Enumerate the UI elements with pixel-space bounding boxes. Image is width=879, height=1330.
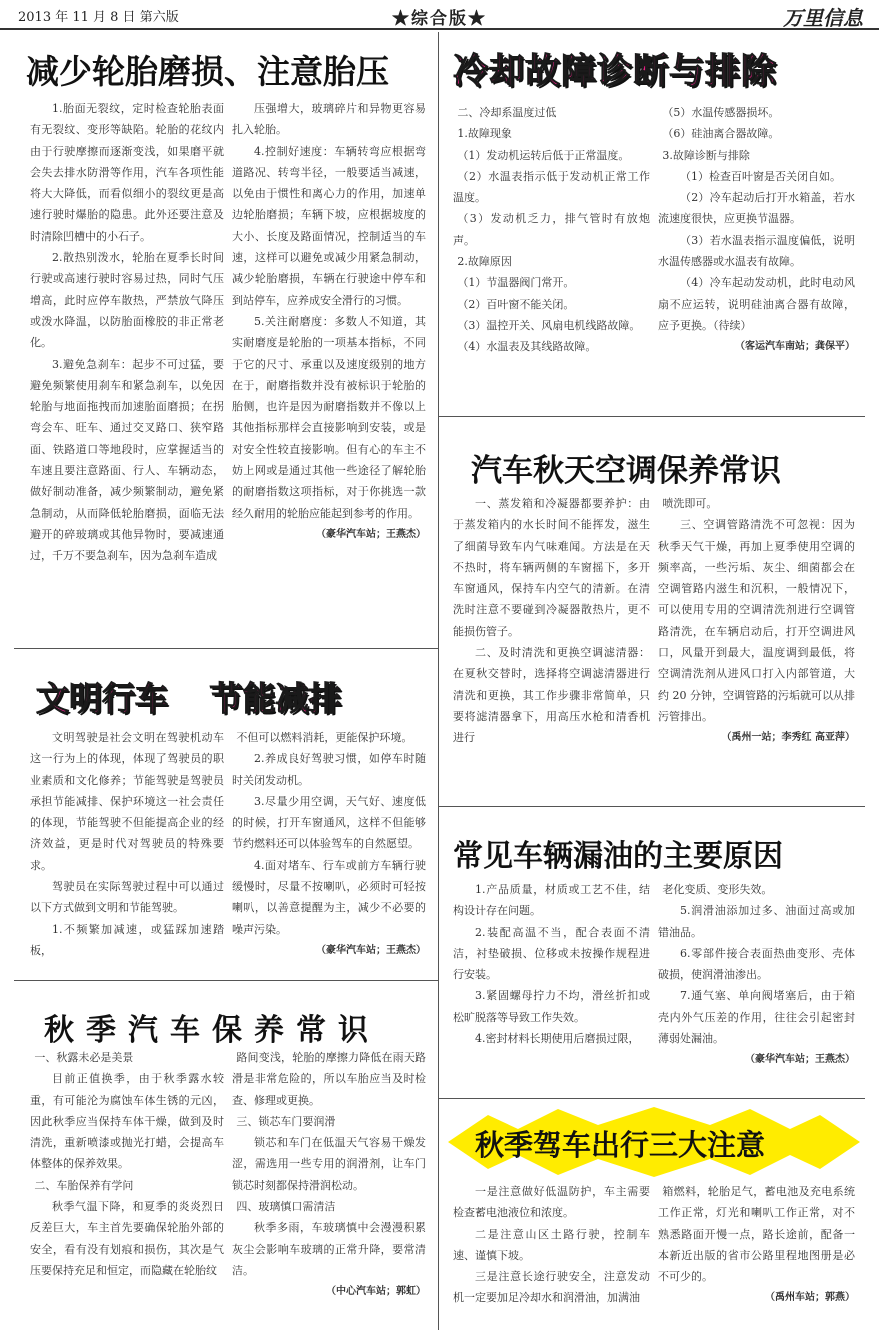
article-title: 常见车辆漏油的主要原因	[453, 839, 783, 874]
paragraph: 3.尽量少用空调，天气好、速度低的时候，打开车窗通风，这样不但能够节约燃料还可以体验驾车的自然愿望。	[232, 794, 426, 851]
paragraph: 4.控制好速度：车辆转弯应根据弯道路况、转弯半径，一般要适当减速，以免由于惯性和离心力的作用，加速单边轮胎磨损；车辆下坡，应根据坡度的大小、长度及路面情况，控制适当的车速，这样可以避免或减少用紧急制动，减少轮胎磨损，车辆在行驶途中停车和到站停车，应养成安全滑行的习惯。	[232, 144, 426, 307]
article-column	[232, 98, 426, 646]
article-title: 冷却故障诊断与排除	[453, 52, 778, 92]
paragraph: （6）硅油离合器故障。	[662, 127, 780, 141]
article-column	[30, 98, 224, 646]
paragraph: 驾驶员在实际驾驶过程中可以通过以下方式做到文明和节能驾驶。	[30, 880, 224, 915]
paragraph: 压强增大，玻璃碎片和异物更容易扎入轮胎。	[232, 102, 426, 137]
byline: （客运汽车南站；龚保平）	[735, 341, 855, 353]
paragraph: 1.胎面无裂纹，定时检查轮胎表面有无裂纹、变形等缺陷。轮胎的花纹内由于行驶摩擦而逐渐变浅，如果磨平就会失去排水防滑等作用，汽车各项性能将大大降低，而看似细小的裂纹更是高速行驶时爆胎的隐患。此外还要注意及时清除凹槽中的小石子。	[30, 102, 224, 243]
paragraph: 二、及时清洗和更换空调滤清器：在夏秋交替时，选择将空调滤清器进行清洗和更换，其工作步骤非常简单，只要将滤清器拿下，用高压水枪和清香机进行	[453, 646, 650, 745]
paragraph: 三是注意长途行驶安全，注意发动机一定要加足冷却水和润滑油，加满油	[453, 1270, 650, 1305]
paragraph: （2）水温表指示低于发动机正常工作温度。	[453, 169, 650, 205]
paragraph: 老化变质、变形失效。	[662, 883, 773, 896]
paragraph: （2）冷车起动后打开水箱盖，若水流速度很快，应更换节温器。	[658, 191, 855, 226]
paragraph: 二是注意山区土路行驶，控制车速、谨慎下坡。	[453, 1227, 650, 1262]
article-column	[453, 102, 650, 414]
article-column	[453, 493, 650, 805]
article-title: 汽车秋天空调保养常识	[471, 453, 781, 489]
paragraph: （5）水温传感器损坏。	[662, 106, 780, 119]
paragraph: 路间变浅，轮胎的摩擦力降低在雨天路滑是非常危险的，所以车胎应当及时检查、修理或更换。	[232, 1051, 426, 1107]
paragraph: （3）温控开关、风扇电机线路故障。	[457, 318, 641, 332]
byline: （禹州车站；郭燕）	[765, 1292, 855, 1304]
article-column	[232, 1047, 426, 1329]
paragraph: 不但可以燃料消耗，更能保护环境。	[236, 731, 413, 744]
byline: （豪华汽车站；王燕杰）	[316, 944, 426, 956]
paragraph: 2.故障原因	[457, 255, 512, 269]
article-ac-maintenance	[439, 417, 865, 806]
paragraph: 喷洗即可。	[662, 497, 718, 510]
paragraph: 1.故障现象	[457, 127, 512, 141]
paragraph: 锁芯和车门在低温天气容易干燥发涩，需选用一些专用的润滑剂，让车门锁芯时刻都保持滑润松动。	[232, 1136, 426, 1192]
paragraph: 秋季气温下降，和夏季的炎炎烈日反差巨大，车主首先要确保轮胎外部的安全，看有没有划痕和损伤，其次是气压要保持充足和恒定，而隐藏在轮胎纹	[30, 1200, 224, 1277]
article-autumn-travel	[439, 1099, 865, 1330]
paragraph: 2.养成良好驾驶习惯，如停车时随时关闭发动机。	[232, 752, 426, 787]
paragraph: 三、锁芯车门要润滑	[236, 1114, 336, 1128]
article-column	[658, 102, 855, 414]
byline: （禹州一站；李秀红 高亚萍）	[721, 732, 855, 744]
paragraph: 5.润滑油添加过多、油面过高或加错油品。	[658, 904, 855, 939]
paragraph: 文明驾驶是社会文明在驾驶机动车这一行为上的体现，体现了驾驶员的职业素质和文化修养；节能驾驶是驾驶员承担节能减排、保护环境这一社会责任的体现，节能驾驶不但能提高企业的经济效益，更是时代对驾驶员的特殊要求。	[30, 731, 224, 872]
paper-name: 万里信息	[783, 6, 863, 30]
paragraph: 4.密封材料长期使用后磨损过限，	[475, 1032, 640, 1046]
article-column	[30, 727, 224, 979]
article-title: 文明行车 节能减排	[36, 679, 342, 718]
paragraph: 5.关注耐磨度：多数人不知道，其实耐磨度是轮胎的一项基本指标，不同于它的尺寸、承重以及速度级别的地方在于，耐磨指数并没有被标识于轮胎的胎侧，也许是因为耐磨指数并不像以上其他指标那样会直接影响到安装，或是对安全性较直接影响。但有心的车主不妨上网或是通过其他一些途径了解轮胎的耐磨指数这项指标，对于你挑选一款经久耐用的轮胎应能起到参考的作用。	[232, 314, 426, 520]
paragraph: 一是注意做好低温防护，车主需要检查蓄电池液位和浓度。	[453, 1185, 650, 1220]
paragraph: 2.散热别泼水，轮胎在夏季长时间行驶或高速行驶时容易过热，同时气压增高，此时应停车散热，严禁放气降压或泼水降温，以防胎面橡胶的非正常老化。	[30, 251, 224, 350]
paragraph: （4）冷车起动发动机，此时电动风扇不应运转，说明硅油离合器有故障，应予更换。（待续）	[658, 276, 855, 332]
paragraph: 二、车胎保养有学问	[34, 1178, 134, 1192]
article-oil-leak	[439, 807, 865, 1098]
masthead	[0, 0, 879, 30]
article-title: 减少轮胎磨损、注意胎压	[26, 52, 389, 91]
paragraph: （3）发动机乏力，排气管时有放炮声。	[453, 212, 650, 247]
edition-title: ★综合版★	[392, 9, 487, 29]
paragraph: （2）百叶窗不能关闭。	[457, 297, 575, 311]
paragraph: 4.面对堵车、行车或前方车辆行驶缓慢时，尽量不按喇叭，必须时可轻按喇叭，以善意提醒为主，减少不必要的噪声污染。	[232, 858, 426, 936]
paragraph: 7.通气塞、单向阀堵塞后，由于箱壳内外气压差的作用，往往会引起密封薄弱处漏油。	[658, 989, 855, 1046]
paragraph: （4）水温表及其线路故障。	[457, 340, 597, 354]
paragraph: （3）若水温表指示温度偏低，说明水温传感器或水温表有故障。	[658, 233, 855, 269]
paragraph: 6.零部件接合表面热曲变形、壳体破损，使润滑油渗出。	[658, 946, 855, 982]
paragraph: 3.故障诊断与排除	[662, 148, 750, 162]
paragraph: （1）检查百叶窗是否关闭自如。	[680, 169, 841, 183]
issue-date: 2013 年 11 月 8 日 第六版	[18, 10, 179, 25]
byline: （中心汽车站；郭虹）	[326, 1286, 426, 1298]
paragraph: 2.装配高温不当，配合表面不清洁，衬垫破损、位移或未按操作规程进行安装。	[453, 925, 650, 982]
article-column	[30, 1047, 224, 1329]
paragraph: 三、空调管路清洗不可忽视：因为秋季天气干燥，再加上夏季使用空调的频率高，一些污垢、灰尘、细菌都会在空调管路内滋生和沉积，一般情况下，可以使用专用的空调清洗剂进行空调管路清洗，在车辆启动后，打开空调进风口，风量开到最大，温度调到最低，将空调清洗剂从进风口打入内部管道，大约 20 分钟，空调管路的污垢就可以从排污管排出。	[658, 518, 855, 723]
paragraph: 二、冷却系温度过低	[457, 106, 557, 119]
article-column	[453, 879, 650, 1097]
paragraph: 一、秋露未必是美景	[34, 1051, 134, 1064]
article-title: 秋季驾车出行三大注意	[475, 1128, 766, 1162]
paragraph: 一、蒸发箱和冷凝器都要养护：由于蒸发箱内的水长时间不能挥发，滋生了细菌导致车内气味难闻。方法是在天不热时，将车辆两侧的车窗摇下，多开车窗通风，保持车内空气的清新。在清洗时注意不要碰到冷凝器散热片，更不能损伤管子。	[453, 497, 650, 638]
paragraph: （1）发动机运转后低于正常温度。	[457, 148, 630, 162]
byline: （豪华汽车站；王燕杰）	[745, 1054, 855, 1066]
byline: （豪华汽车站；王燕杰）	[316, 528, 426, 540]
paragraph: 1.产品质量，材质或工艺不佳，结构设计存在问题。	[453, 883, 650, 918]
paragraph: 3.避免急刹车：起步不可过猛，要避免频繁使用刹车和紧急刹车，以免因轮胎与地面拖拽而加速胎面磨损；在拐弯会车、旺车、通过交叉路口、狭窄路面、铁路道口等地段时，应掌握适当的车速且要注意路面、行人、车辆动态，做好制动准备，减少频繁制动，避免紧急制动，从而降低轮胎磨损，面临无法避开的碎玻璃或其他异物时，要减速通过，千万不要急刹车，因为急刹车造成	[30, 357, 224, 563]
paragraph: 1.不频繁加减速，或猛踩加速踏板，	[30, 922, 224, 957]
article-civilized-driving	[14, 649, 438, 980]
paragraph: 箱燃料，轮胎足气，蓄电池及充电系统工作正常，灯光和喇叭工作正常，对不熟悉路面开慢一点，路长途前，配备一本新近出版的省市公路里程地图册是必不可少的。	[658, 1185, 855, 1284]
paragraph: 目前正值换季，由于秋季露水较重，有可能沦为腐蚀车体生锈的元凶，因此秋季应当保持车体干燥，做到及时清洗，重新喷漆或抛光打蜡，会提高车体整体的保养效果。	[30, 1072, 224, 1171]
article-column	[658, 1181, 855, 1329]
article-column	[658, 493, 855, 805]
article-cooling-fault	[439, 32, 865, 416]
paragraph: 秋季多雨，车玻璃慎中会漫漫积累灰尘会影响车玻璃的正常升降，要常清洁。	[232, 1221, 426, 1277]
article-autumn-care	[14, 981, 438, 1330]
article-column	[453, 1181, 650, 1329]
paragraph: 3.紧固螺母拧力不均，滑丝折扣或松旷脱落等导致工作失效。	[453, 989, 650, 1024]
article-column	[232, 727, 426, 979]
paragraph: （1）节温器阀门常开。	[457, 276, 575, 290]
article-title: 秋季汽车保养常识	[44, 1013, 380, 1048]
paragraph: 四、玻璃慎口需清洁	[236, 1200, 336, 1214]
article-tire-wear	[14, 32, 438, 648]
article-column	[658, 879, 855, 1097]
